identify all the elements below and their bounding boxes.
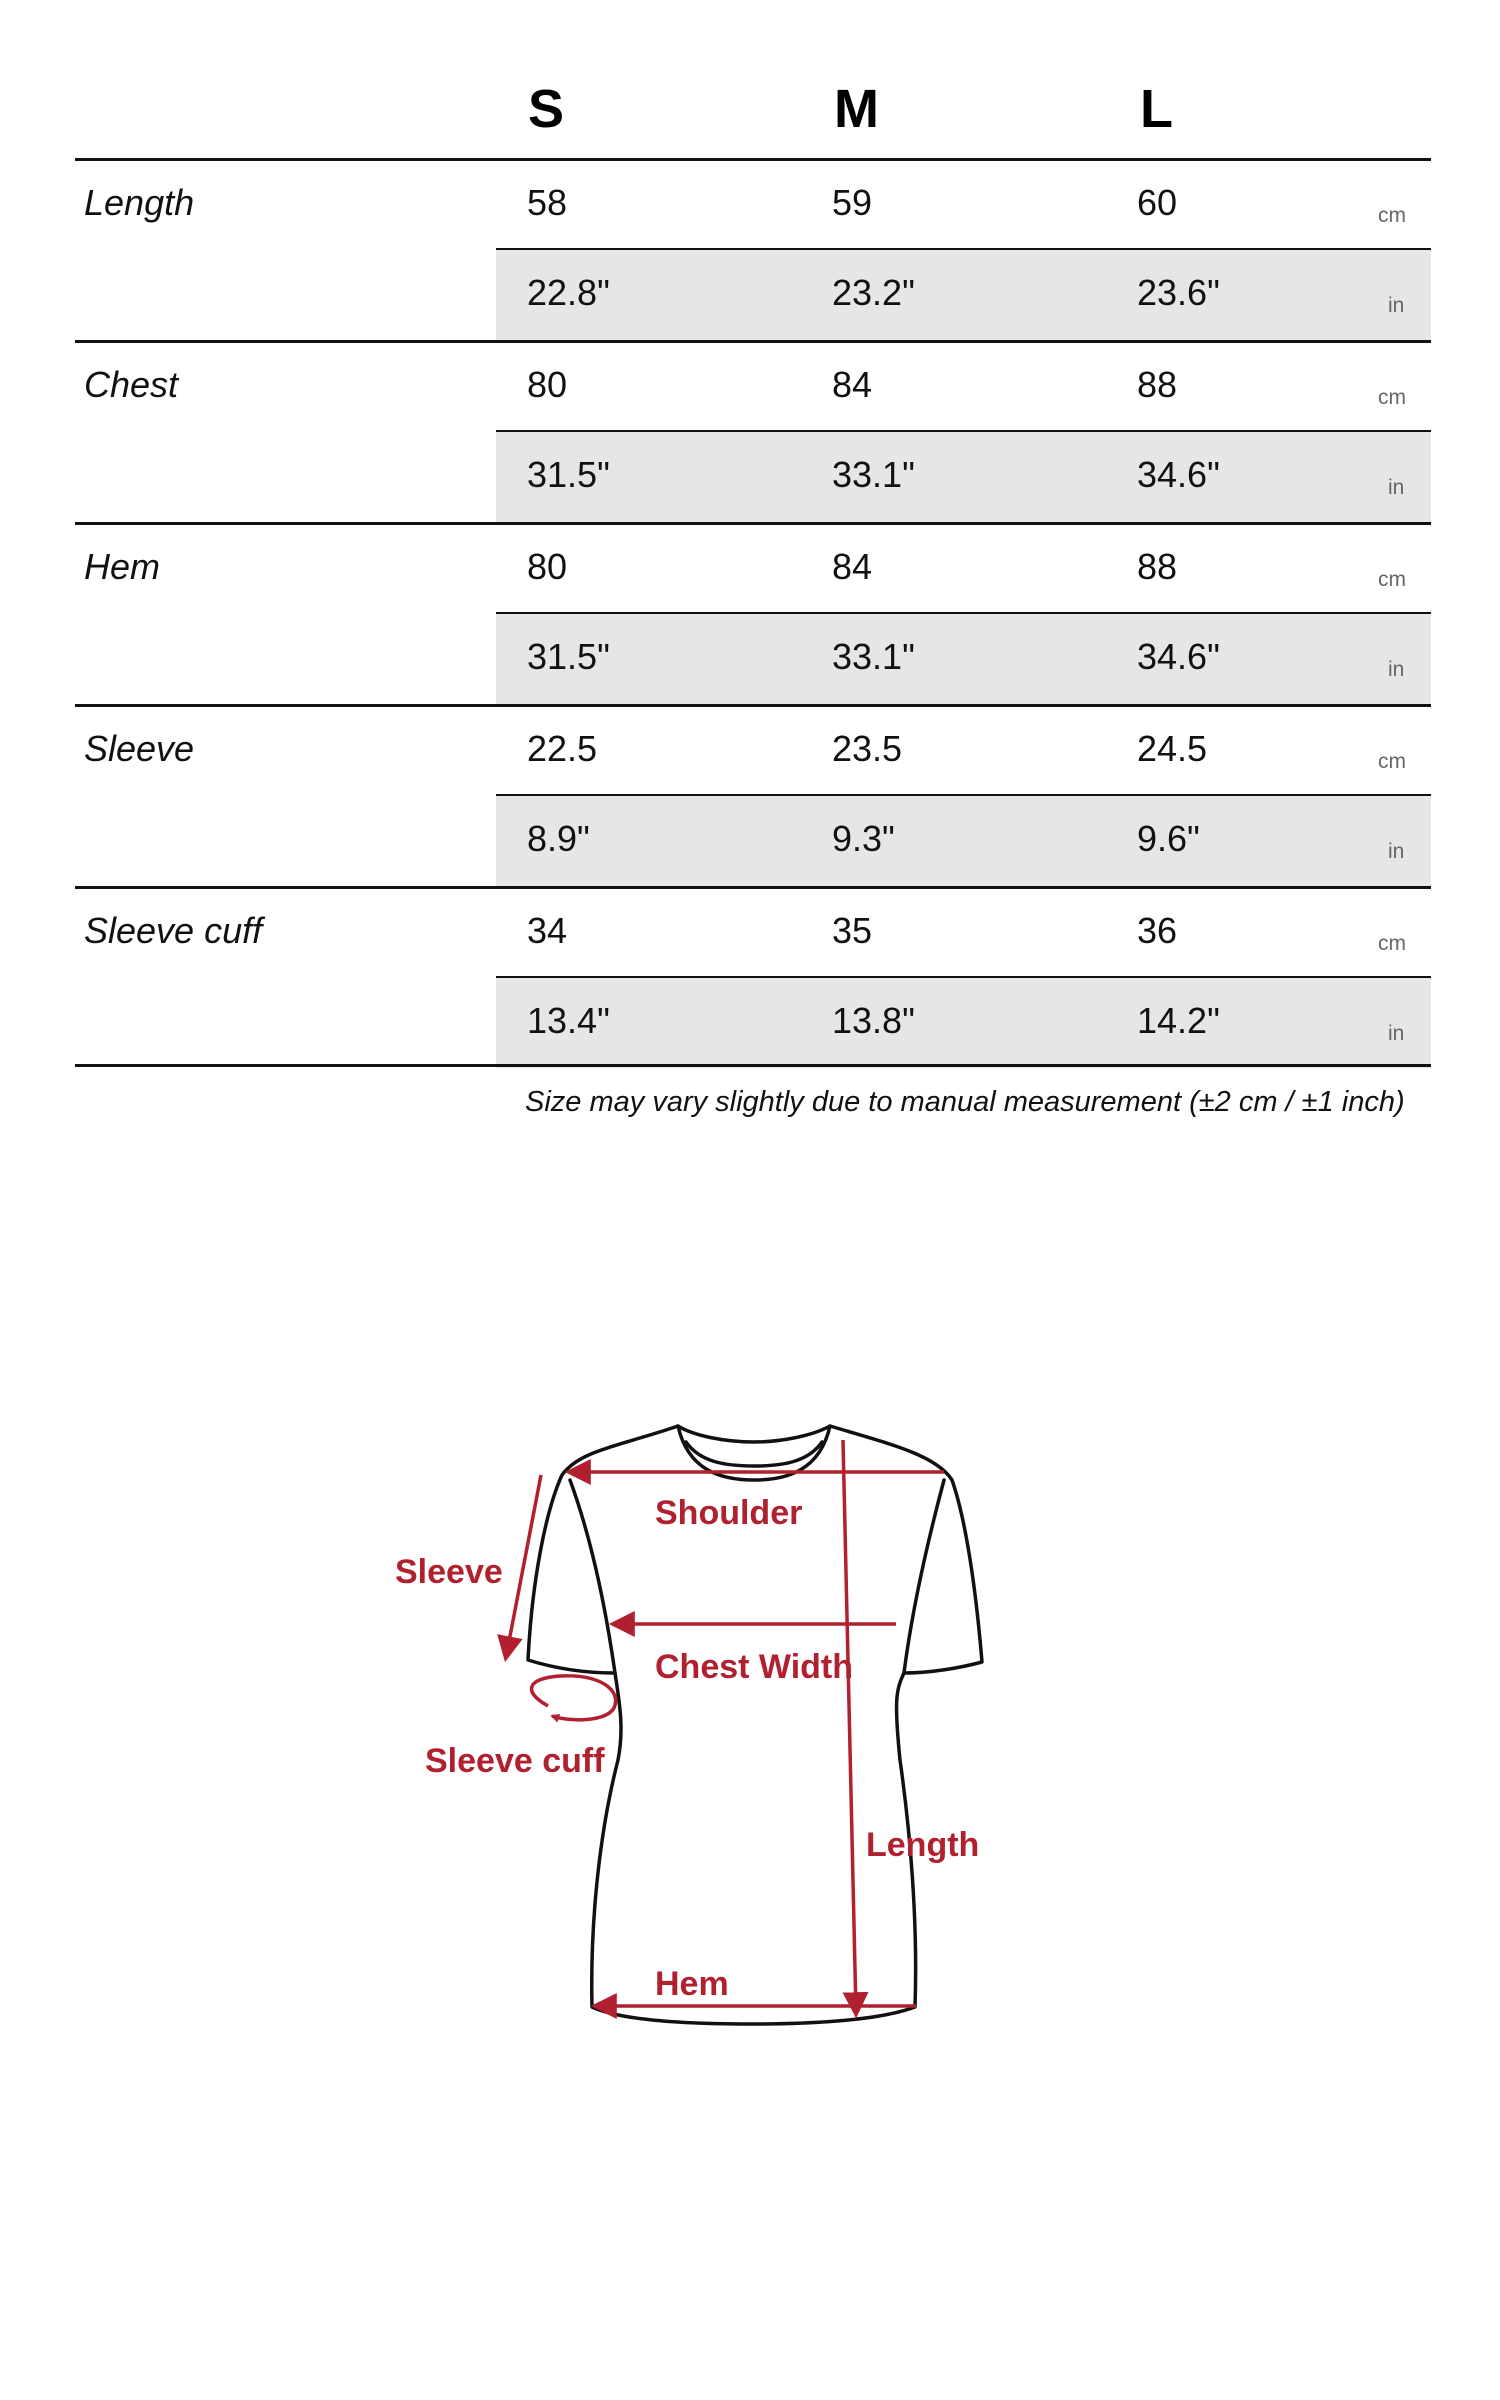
unit-in: in: [1388, 1022, 1405, 1045]
cell-sleeve-cuff-l-cm: 36: [1137, 910, 1178, 951]
cell-chest-s-cm: 80: [527, 364, 568, 405]
cell-chest-l-in: 34.6": [1137, 454, 1220, 495]
row-divider: [75, 340, 1431, 343]
cell-length-m-cm: 59: [832, 182, 873, 223]
inch-row-background: [496, 978, 1431, 1068]
size-header-m: M: [834, 79, 879, 139]
cell-hem-l-cm: 88: [1137, 546, 1178, 587]
length-label: Length: [866, 1826, 980, 1864]
inch-row-background: [496, 432, 1431, 522]
cell-sleeve-cuff-l-in: 14.2": [1137, 1000, 1220, 1041]
cell-length-l-in: 23.6": [1137, 272, 1220, 313]
row-label-hem: Hem: [84, 546, 161, 587]
cell-sleeve-cuff-m-in: 13.8": [832, 1000, 915, 1041]
cell-sleeve-cuff-s-in: 13.4": [527, 1000, 610, 1041]
cell-hem-l-in: 34.6": [1137, 636, 1220, 677]
cell-hem-m-in: 33.1": [832, 636, 915, 677]
row-label-sleeve-cuff: Sleeve cuff: [84, 910, 263, 951]
measurement-labels: [395, 1494, 979, 2003]
row-label-length: Length: [84, 182, 195, 223]
unit-cm: cm: [1378, 204, 1406, 227]
row-label-sleeve: Sleeve: [84, 728, 195, 769]
cell-sleeve-cuff-s-cm: 34: [527, 910, 568, 951]
row-label-chest: Chest: [84, 364, 179, 405]
unit-in: in: [1388, 840, 1405, 863]
tshirt-measurement-diagram: [0, 1300, 1500, 2200]
cell-sleeve-m-cm: 23.5: [832, 728, 903, 769]
cell-sleeve-cuff-m-cm: 35: [832, 910, 873, 951]
sleeve-cuff-arrow: [531, 1676, 615, 1720]
unit-in: in: [1388, 294, 1405, 317]
row-divider: [75, 886, 1431, 889]
inch-row-background: [496, 796, 1431, 886]
unit-cm: cm: [1378, 750, 1406, 773]
cell-sleeve-s-cm: 22.5: [527, 728, 598, 769]
cell-length-s-cm: 58: [527, 182, 568, 223]
inch-row-background: [496, 250, 1431, 340]
hem-label: Hem: [655, 1965, 729, 2003]
shoulder-label: Shoulder: [655, 1494, 803, 1532]
unit-in: in: [1388, 658, 1405, 681]
cell-chest-m-cm: 84: [832, 364, 873, 405]
unit-in: in: [1388, 476, 1405, 499]
cell-chest-m-in: 33.1": [832, 454, 915, 495]
sleeve-label: Sleeve: [395, 1553, 503, 1591]
cell-hem-m-cm: 84: [832, 546, 873, 587]
cell-sleeve-l-in: 9.6": [1137, 818, 1200, 859]
unit-cm: cm: [1378, 568, 1406, 591]
cell-chest-s-in: 31.5": [527, 454, 610, 495]
cell-length-m-in: 23.2": [832, 272, 915, 313]
cell-sleeve-l-cm: 24.5: [1137, 728, 1208, 769]
size-header-s: S: [528, 79, 565, 139]
sleeve-cuff-label: Sleeve cuff: [425, 1742, 605, 1780]
cell-sleeve-s-in: 8.9": [527, 818, 590, 859]
cell-hem-s-in: 31.5": [527, 636, 610, 677]
chest-width-label: Chest Width: [655, 1648, 854, 1686]
cell-length-l-cm: 60: [1137, 182, 1178, 223]
cell-sleeve-m-in: 9.3": [832, 818, 895, 859]
row-divider: [75, 522, 1431, 525]
cell-chest-l-cm: 88: [1137, 364, 1178, 405]
cell-length-s-in: 22.8": [527, 272, 610, 313]
table-bottom-rule: [75, 1064, 1431, 1067]
unit-cm: cm: [1378, 386, 1406, 409]
cell-hem-s-cm: 80: [527, 546, 568, 587]
row-divider: [75, 158, 1431, 161]
size-header-l: L: [1140, 79, 1173, 139]
length-arrow: [843, 1440, 856, 2013]
measurement-note: Size may vary slightly due to manual measurement (±2 cm / ±1 inch): [525, 1086, 1405, 1118]
sleeve-arrow: [506, 1475, 541, 1657]
inch-row-background: [496, 614, 1431, 704]
unit-cm: cm: [1378, 932, 1406, 955]
row-divider: [75, 704, 1431, 707]
